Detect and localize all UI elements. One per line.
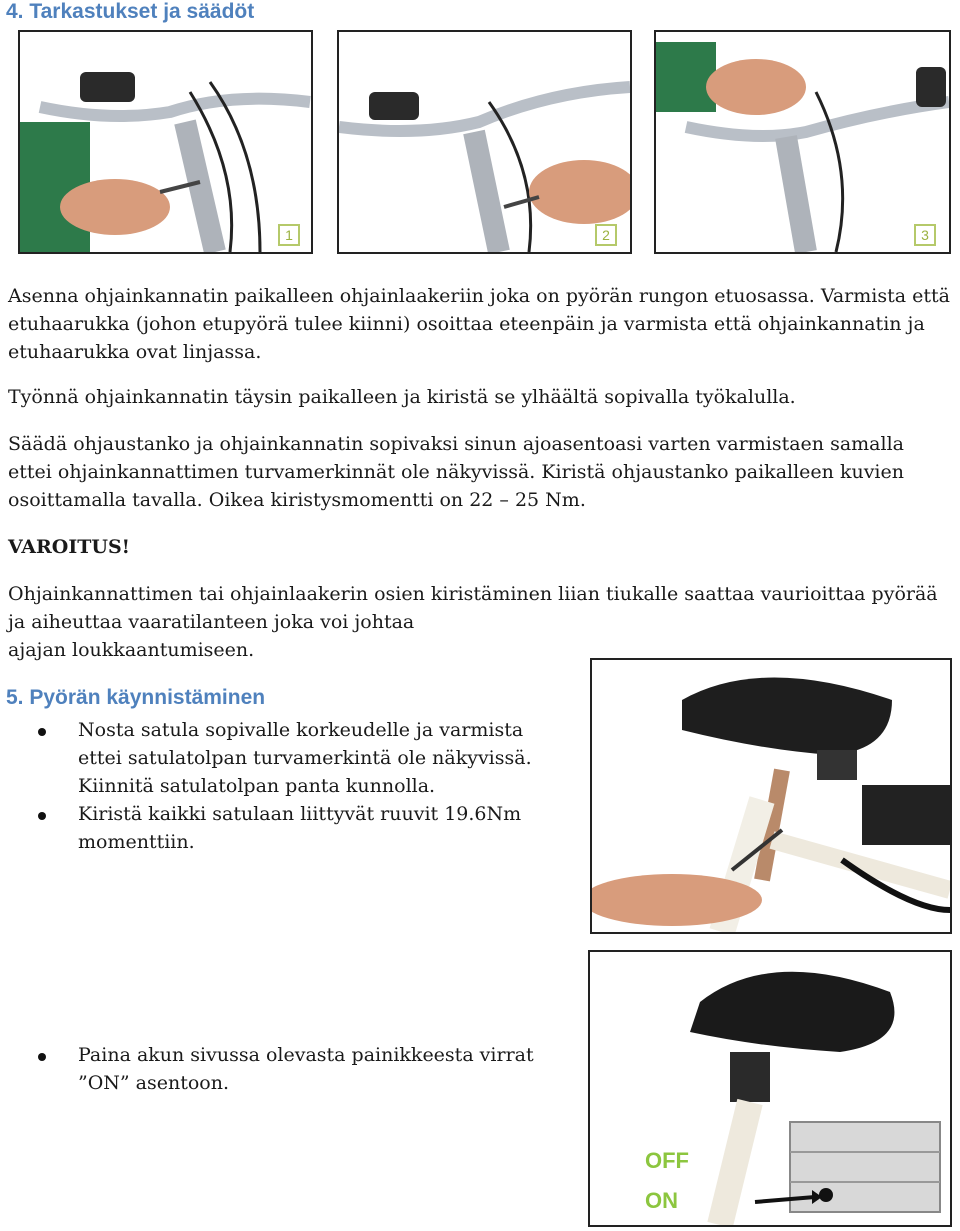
- list-item-text: Paina akun sivussa olevasta painikkeesta virrat ”ON” asentoon.: [78, 1044, 534, 1094]
- battery-on-label: ON: [645, 1188, 678, 1213]
- saddle-photo: [590, 658, 952, 934]
- list-item: [38, 716, 578, 806]
- list-item-text: Nosta satula sopivalle korkeudelle ja varmista ettei satulatolpan turvamerkintä ole näkyvissä. Kiinnitä satulatolpan panta kunnolla.: [78, 719, 532, 797]
- figure-number-3: 3: [914, 224, 936, 246]
- list-item: [38, 1041, 578, 1101]
- bullet-icon: [38, 812, 46, 820]
- paragraph-push-stem: Työnnä ohjainkannatin täysin paikalleen ja kiristä se ylhäältä sopivalla työkalulla.: [8, 386, 796, 408]
- list-item-text: Kiristä kaikki satulaan liittyvät ruuvit 19.6Nm momenttiin.: [78, 803, 522, 853]
- battery-switch-photo: [588, 950, 952, 1227]
- handlebar-photo-2: [337, 30, 632, 254]
- handlebar-photo-1: [18, 30, 313, 254]
- battery-off-label: OFF: [645, 1148, 689, 1173]
- list-item: [38, 800, 578, 860]
- warning-title: VAROITUS!: [8, 536, 131, 558]
- figure-number-2: 2: [595, 224, 617, 246]
- section-5-heading: 5. Pyörän käynnistäminen: [6, 686, 266, 709]
- paragraph-adjust-handlebar: Säädä ohjaustanko ja ohjainkannatin sopivaksi sinun ajoasentoasi varten varmistaen samalla ettei ohjainkannattimen turvamerkinnät ole näkyvissä. Kiristä ohjaustanko paikalleen kuvien osoittamalla tavalla. Oikea kiristysmomentti on 22 – 25 Nm.: [8, 433, 904, 511]
- bullet-icon: [38, 1053, 46, 1061]
- handlebar-photo-3: [654, 30, 951, 254]
- figure-number-1: 1: [278, 224, 300, 246]
- bullet-icon: [38, 728, 46, 736]
- paragraph-install-stem: Asenna ohjainkannatin paikalleen ohjainlaakeriin joka on pyörän rungon etuosassa. Varmista että etuhaarukka (johon etupyörä tulee kiinni) osoittaa eteenpäin ja varmista että ohjainkannatin ja etuhaarukka ovat linjassa.: [8, 285, 950, 363]
- warning-text: Ohjainkannattimen tai ohjainlaakerin osien kiristäminen liian tiukalle saattaa vaurioittaa pyörää ja aiheuttaa vaaratilanteen joka voi johtaa ajajan loukkaantumiseen.: [8, 583, 938, 661]
- section-4-heading: 4. Tarkastukset ja säädöt: [6, 0, 255, 23]
